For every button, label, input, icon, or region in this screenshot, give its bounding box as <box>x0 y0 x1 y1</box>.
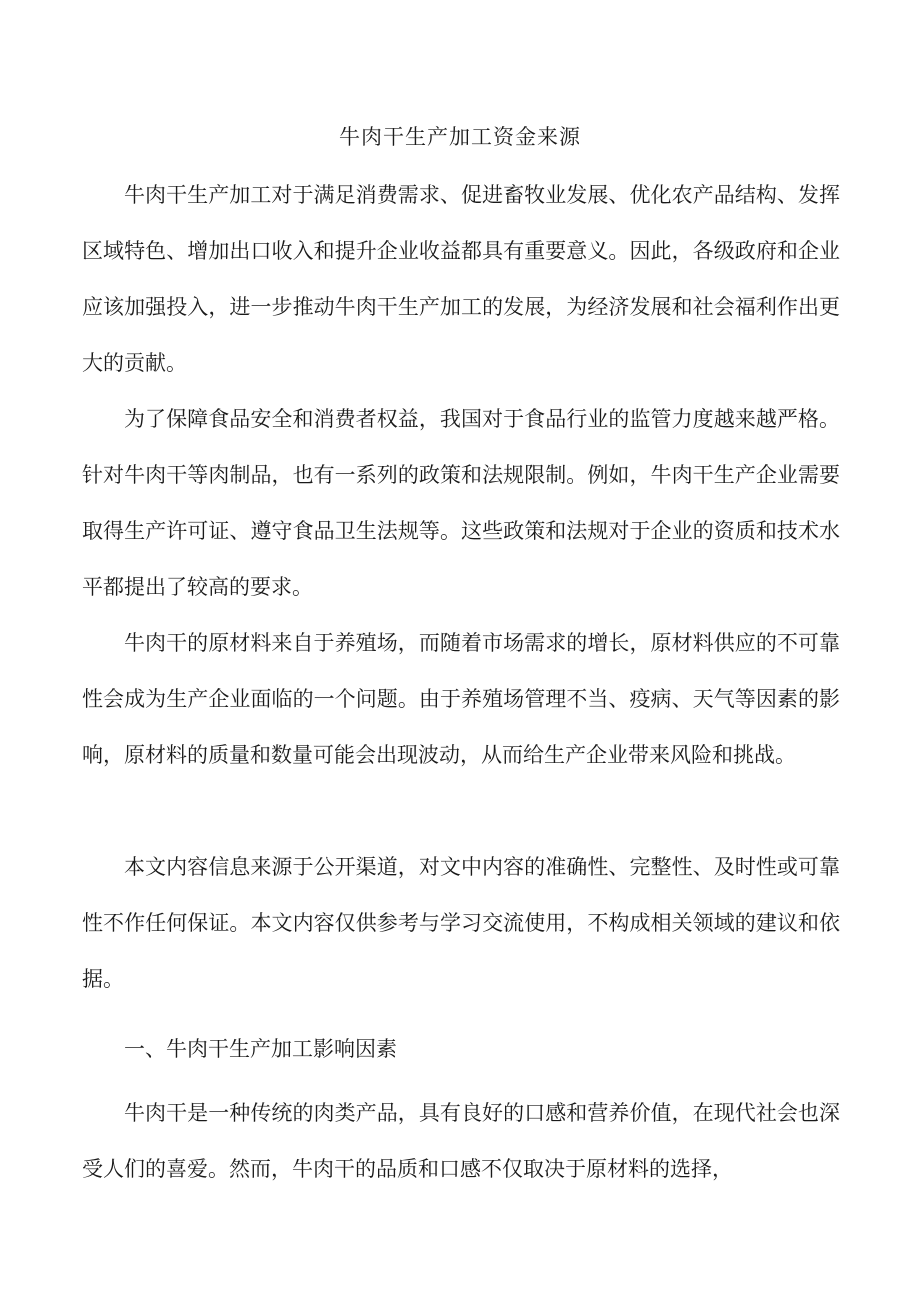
document-title: 牛肉干生产加工资金来源 <box>339 125 581 149</box>
section-paragraph: 牛肉干是一种传统的肉类产品，具有良好的口感和营养价值，在现代社会也深受人们的喜爱。然而，牛肉干的品质和口感不仅取决于原材料的选择， <box>82 1101 840 1181</box>
body-paragraph: 牛肉干生产加工对于满足消费需求、促进畜牧业发展、优化农产品结构、发挥区域特色、增加出口收入和提升企业收益都具有重要意义。因此，各级政府和企业应该加强投入，进一步推动牛肉干生产加工的发展，为经济发展和社会福利作出更大的贡献。 <box>82 183 840 375</box>
body-paragraph: 为了保障食品安全和消费者权益，我国对于食品行业的监管力度越来越严格。针对牛肉干等肉制品，也有一系列的政策和法规限制。例如，牛肉干生产企业需要取得生产许可证、遵守食品卫生法规等。这些政策和法规对于企业的资质和技术水平都提出了较高的要求。 <box>82 407 840 599</box>
section-heading: 一、牛肉干生产加工影响因素 <box>124 1037 397 1061</box>
disclaimer-paragraph: 本文内容信息来源于公开渠道，对文中内容的准确性、完整性、及时性或可靠性不作任何保证。本文内容仅供参考与学习交流使用，不构成相关领域的建议和依据。 <box>82 855 840 991</box>
body-paragraph: 牛肉干的原材料来自于养殖场，而随着市场需求的增长，原材料供应的不可靠性会成为生产企业面临的一个问题。由于养殖场管理不当、疫病、天气等因素的影响，原材料的质量和数量可能会出现波动，从而给生产企业带来风险和挑战。 <box>82 631 840 767</box>
